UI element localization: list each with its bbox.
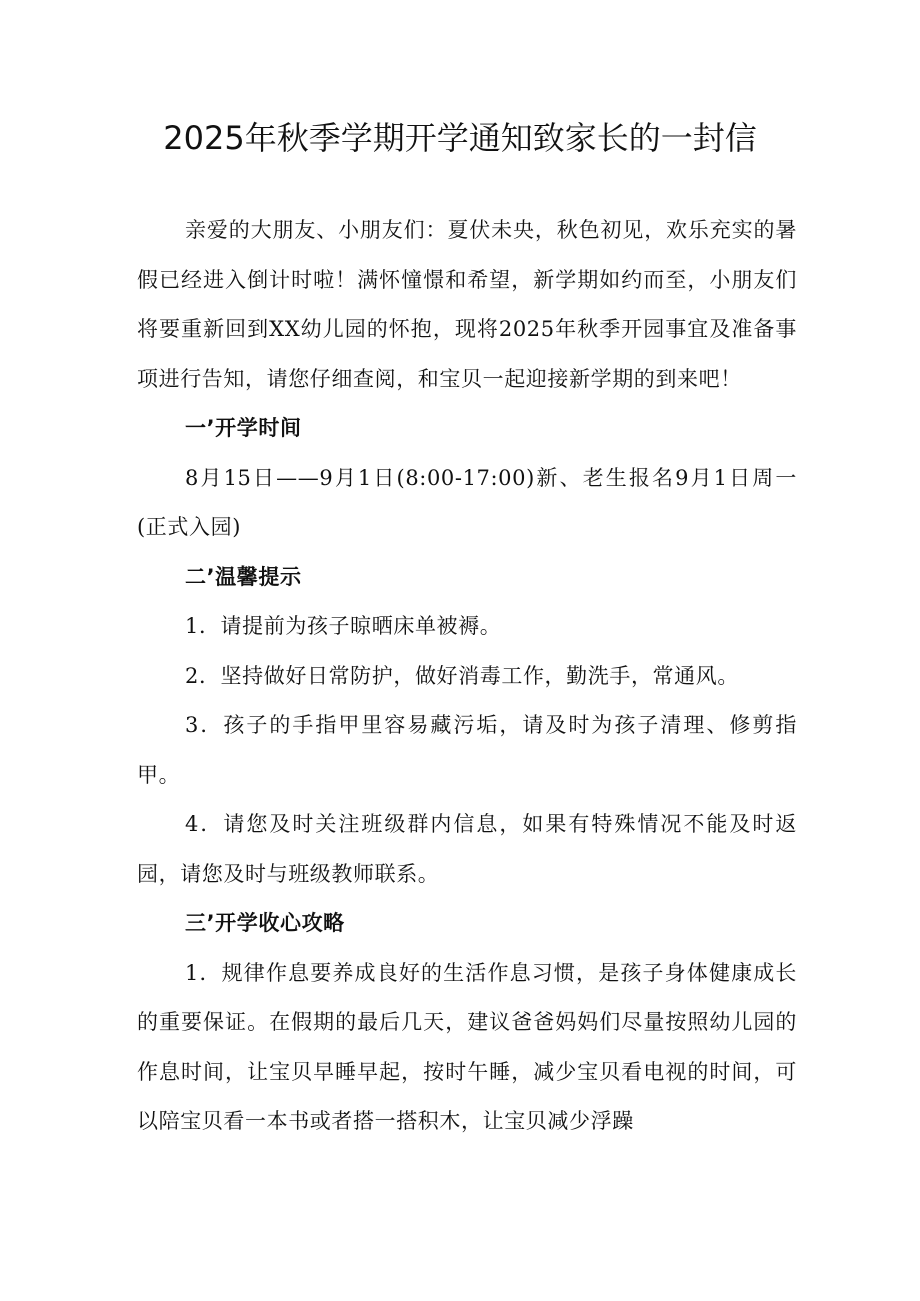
tip-item: 2．坚持做好日常防护，做好消毒工作，勤洗手，常通风。 xyxy=(185,663,739,688)
strategy-item: 1．规律作息要养成良好的生活作息习惯，是孩子身体健康成长的重要保证。在假期的最后几天，建议爸爸妈妈们尽量按照幼儿园的作息时间，让宝贝早睡早起，按时午睡，减少宝贝看电视的时间，可以陪宝贝看一本书或者搭一搭积木，让宝贝减少浮躁 xyxy=(137,960,797,1133)
opening-time-paragraph: 8月15日——9月1日(8:00-17:00)新、老生报名9月1日周一(正式入园) xyxy=(137,465,797,539)
tip-item: 4．请您及时关注班级群内信息，如果有特殊情况不能及时返园，请您及时与班级教师联系。 xyxy=(137,812,797,886)
intro-paragraph: 亲爱的大朋友、小朋友们：夏伏未央，秋色初见，欢乐充实的暑假已经进入倒计时啦！满怀憧憬和希望，新学期如约而至，小朋友们将要重新回到XX幼儿园的怀抱，现将2025年秋季开园事宜及准备事项进行告知，请您仔细查阅，和宝贝一起迎接新学期的到来吧！ xyxy=(137,218,797,391)
document-body xyxy=(137,206,797,1147)
section-heading-opening-time: 一’开学时间 xyxy=(185,416,302,440)
section-heading-tips: 二’温馨提示 xyxy=(185,564,302,589)
tip-item: 3．孩子的手指甲里容易藏污垢，请及时为孩子清理、修剪指甲。 xyxy=(137,713,797,787)
document-title: 2025年秋季学期开学通知致家长的一封信 xyxy=(163,119,757,157)
section-heading-strategy: 三’开学收心攻略 xyxy=(185,911,345,935)
tip-item: 1．请提前为孩子晾晒床单被褥。 xyxy=(185,614,502,638)
